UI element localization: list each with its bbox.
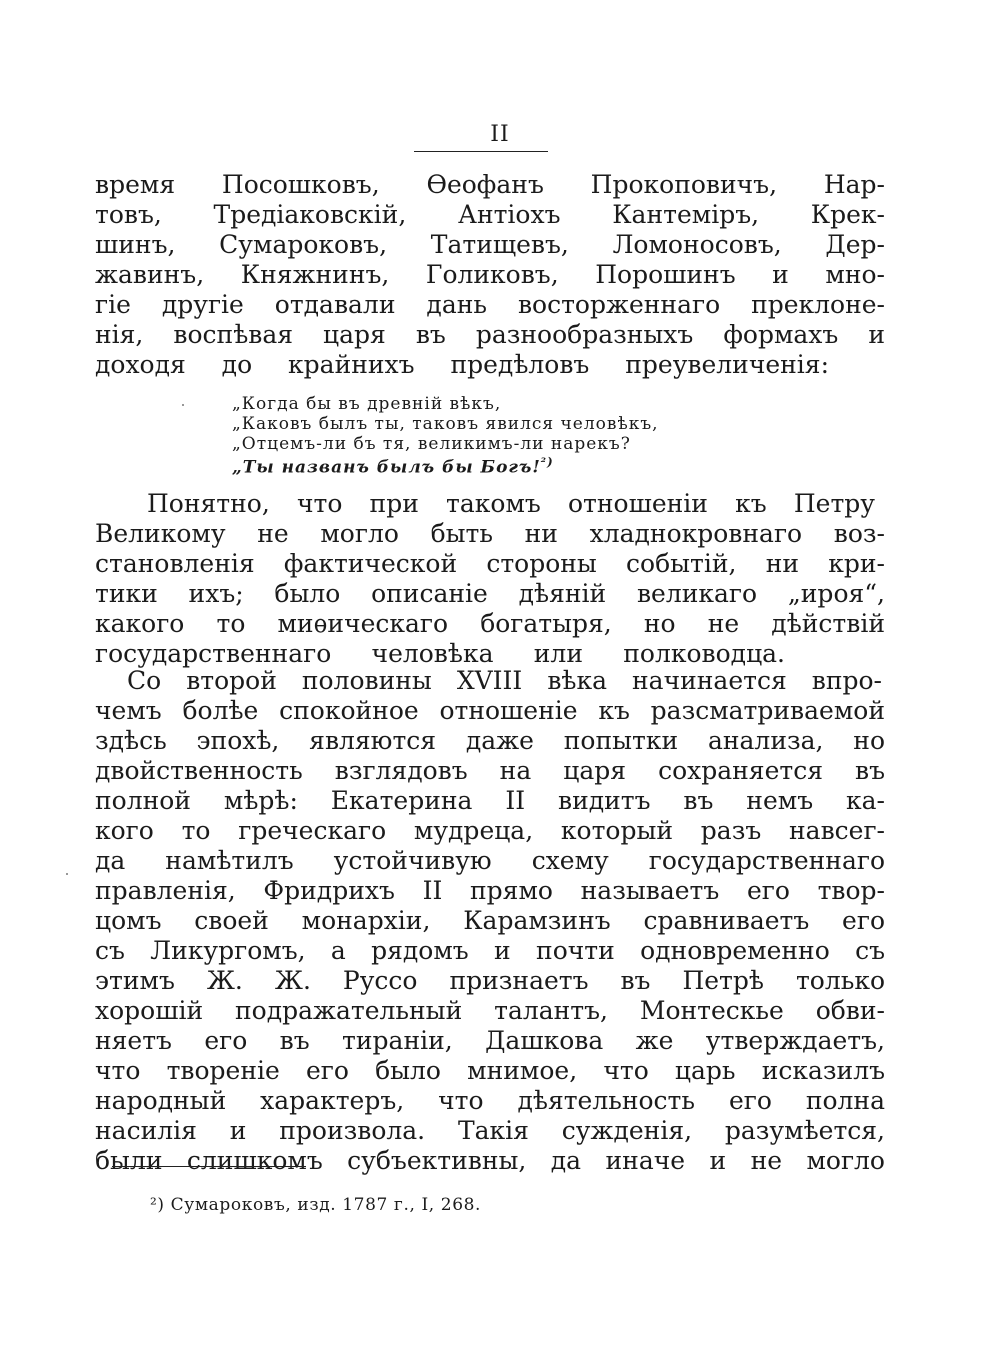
text-line: жавинъ, Княжнинъ, Голиковъ, Порошинъ и мно- — [95, 260, 885, 289]
text-line: съ Ликургомъ, а рядомъ и почти одновременно съ — [95, 936, 885, 965]
quote-line: „Когда бы въ древній вѣкъ, — [232, 394, 502, 414]
text-line: хорошій подражательный талантъ, Монтескье обви- — [95, 996, 885, 1025]
text-line: что твореніе его было мнимое, что царь исказилъ — [95, 1056, 885, 1085]
header-rule — [414, 151, 548, 152]
text-line: народный характеръ, что дѣятельность его полна — [95, 1086, 885, 1115]
text-line: какого то миѳическаго богатыря, но не дѣйствій — [95, 609, 885, 638]
text-line: доходя до крайнихъ предѣловъ преувеличенія: — [95, 350, 829, 379]
scan-speck — [182, 404, 184, 406]
text-line: этимъ Ж. Ж. Руссо признаетъ въ Петрѣ только — [95, 966, 885, 995]
quote-text: „Ты названъ былъ бы Богъ! — [232, 457, 541, 478]
text-line: Со второй половины XVIII вѣка начинается впро- — [127, 666, 882, 695]
text-line: тики ихъ; было описаніе дѣяній великаго „ироя“, — [95, 579, 885, 608]
quote-line-last — [232, 456, 554, 477]
text-line: насилія и произвола. Такія сужденія, разумѣется, — [95, 1116, 885, 1145]
text-line: кого то греческаго мудреца, который разъ навсег- — [95, 816, 885, 845]
scan-speck — [66, 873, 68, 875]
text-line: да намѣтилъ устойчивую схему государственнаго — [95, 846, 885, 875]
footnote-rule — [112, 1166, 306, 1167]
text-line: Великому не могло быть ни хладнокровнаго воз- — [95, 519, 885, 548]
text-line: полной мѣрѣ: Екатерина II видитъ въ немъ ка- — [95, 786, 885, 815]
text-line: гіе другіе отдавали дань восторженнаго преклоне- — [95, 290, 885, 319]
text-line: государственнаго человѣка или полководца. — [95, 639, 785, 668]
text-line: няетъ его въ тираніи, Дашкова же утверждаетъ, — [95, 1026, 885, 1055]
page-number: II — [490, 122, 510, 147]
text-line: здѣсь эпохѣ, являются даже попытки анализа, но — [95, 726, 885, 755]
text-line: время Посошковъ, Өеофанъ Прокоповичъ, Нар- — [95, 170, 885, 199]
quote-line: „Каковъ былъ ты, таковъ явился человѣкъ, — [232, 414, 659, 434]
text-line: нія, воспѣвая царя въ разнообразныхъ формахъ и — [95, 320, 885, 349]
text-line: были слишкомъ субъективны, да иначе и не могло — [95, 1146, 885, 1175]
text-line: двойственность взглядовъ на царя сохраняется въ — [95, 756, 885, 785]
text-line: чемъ болѣе спокойное отношеніе къ разсматриваемой — [95, 696, 885, 725]
text-line: цомъ своей монархіи, Карамзинъ сравниваетъ его — [95, 906, 885, 935]
text-line: правленія, Фридрихъ II прямо называетъ его твор- — [95, 876, 885, 905]
text-line: шинъ, Сумароковъ, Татищевъ, Ломоносовъ, Дер- — [95, 230, 885, 259]
footnote-ref: ²) — [540, 455, 554, 469]
text-line: становленія фактической стороны событій, ни кри- — [95, 549, 885, 578]
footnote: ²) Сумароковъ, изд. 1787 г., I, 268. — [150, 1195, 482, 1215]
text-line: Понятно, что при такомъ отношеніи къ Петру — [147, 489, 875, 518]
text-line: товъ, Тредіаковскій, Антіохъ Кантеміръ, Крек- — [95, 200, 885, 229]
quote-line: „Отцемъ-ли бъ тя, великимъ-ли нарекъ? — [232, 434, 631, 454]
